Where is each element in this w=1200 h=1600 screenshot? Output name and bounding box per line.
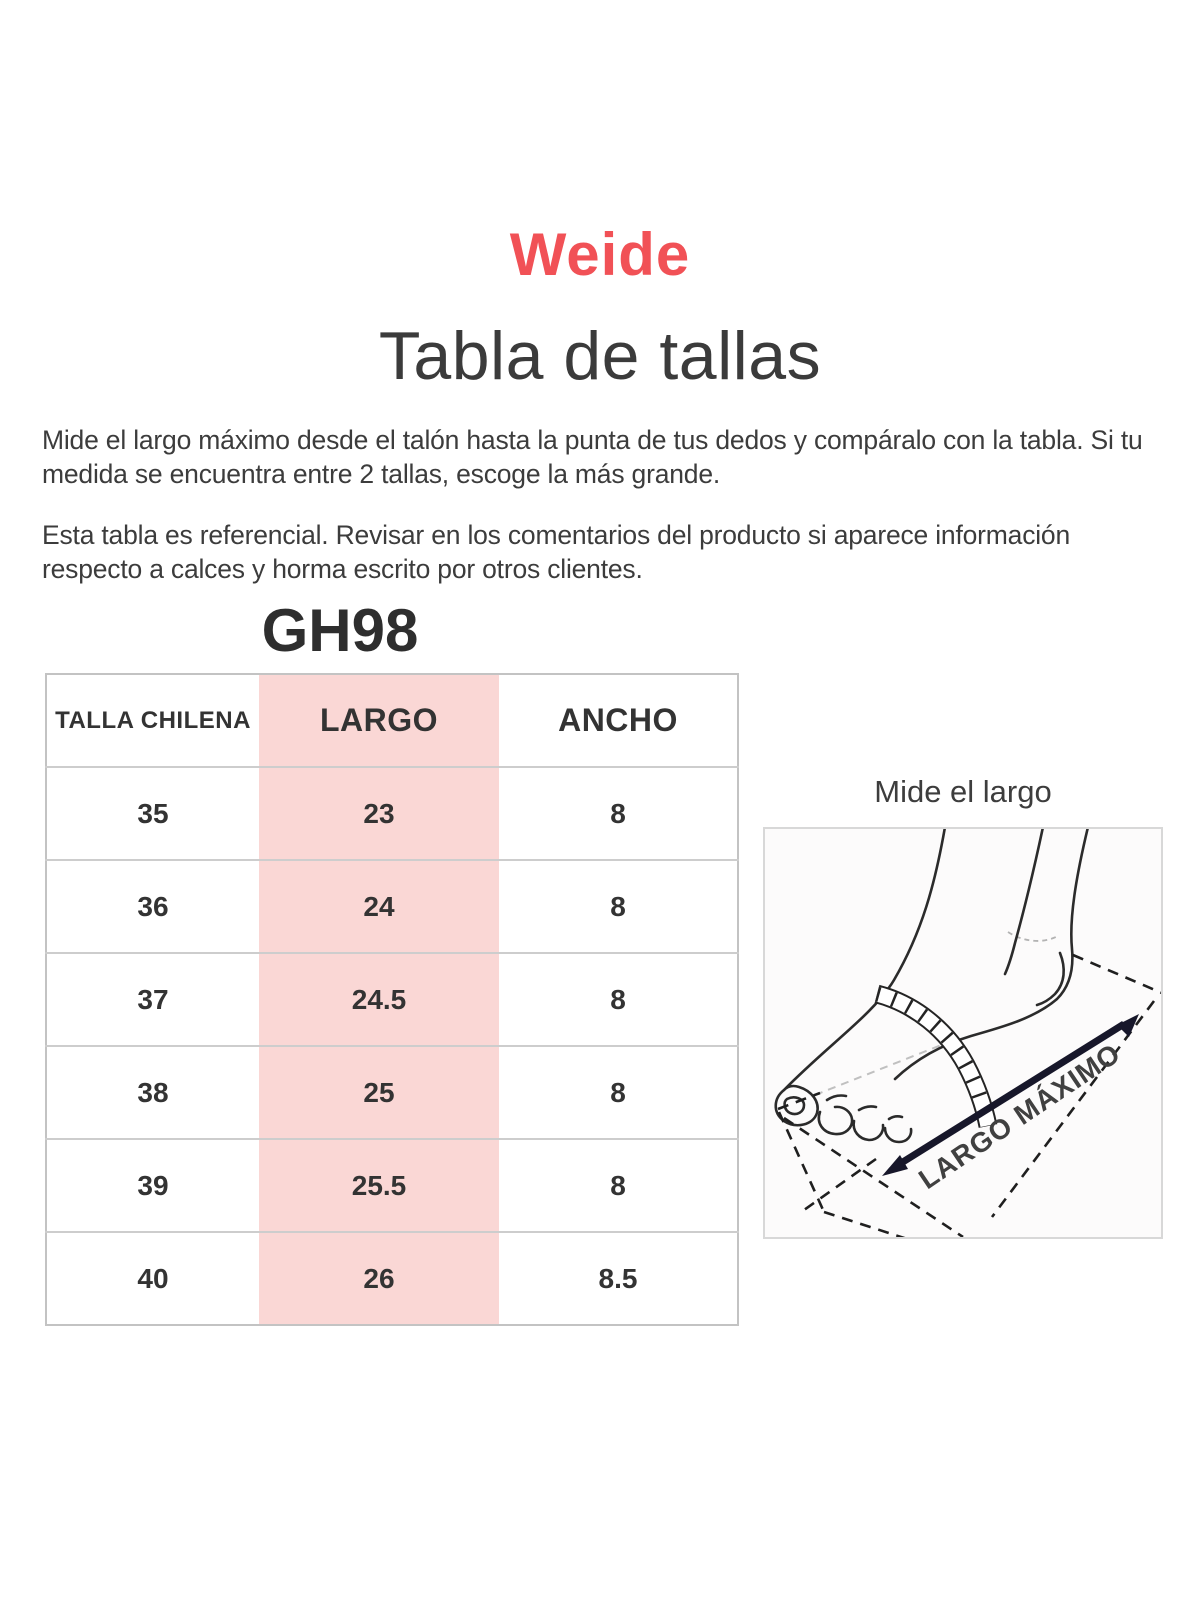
foot-measure-diagram-svg bbox=[765, 829, 1161, 1237]
cell-talla: 35 bbox=[46, 767, 259, 860]
foot-measurement-illustration bbox=[763, 827, 1163, 1239]
intro-paragraph-1: Mide el largo máximo desde el talón hasta la punta de tus dedos y compáralo con la tabla. Si tu medida se encuentra entre 2 tallas, escoge la más grande. bbox=[42, 425, 1143, 489]
cell-ancho: 8 bbox=[499, 953, 738, 1046]
cell-talla: 39 bbox=[46, 1139, 259, 1232]
largo-maximo-arrow bbox=[882, 1014, 1139, 1176]
cell-ancho: 8 bbox=[499, 767, 738, 860]
table-row bbox=[46, 860, 738, 953]
cell-largo: 24 bbox=[259, 860, 499, 953]
column-header-ancho: ANCHO bbox=[558, 702, 678, 738]
table-row bbox=[46, 1139, 738, 1232]
size-table-header-row bbox=[46, 674, 738, 767]
size-table bbox=[45, 673, 739, 1326]
table-row bbox=[46, 1046, 738, 1139]
cell-largo: 25 bbox=[259, 1046, 499, 1139]
cell-largo: 26 bbox=[259, 1232, 499, 1325]
model-code-heading: GH98 bbox=[261, 597, 419, 664]
cell-talla: 40 bbox=[46, 1232, 259, 1325]
largo-maximo-label: LARGO MÁXIMO bbox=[913, 1037, 1127, 1195]
table-row bbox=[46, 1232, 738, 1325]
cell-largo: 25.5 bbox=[259, 1139, 499, 1232]
cell-ancho: 8 bbox=[499, 860, 738, 953]
table-row bbox=[46, 767, 738, 860]
measure-panel-title: Mide el largo bbox=[874, 774, 1052, 809]
cell-ancho: 8 bbox=[499, 1139, 738, 1232]
measuring-tape bbox=[877, 994, 988, 1126]
cell-largo: 24.5 bbox=[259, 953, 499, 1046]
page-title: Tabla de tallas bbox=[378, 318, 822, 394]
brand-logo: Weide bbox=[509, 221, 691, 288]
column-header-talla-chilena: TALLA CHILENA bbox=[55, 706, 251, 734]
cell-talla: 38 bbox=[46, 1046, 259, 1139]
cell-largo: 23 bbox=[259, 767, 499, 860]
table-row bbox=[46, 953, 738, 1046]
cell-ancho: 8 bbox=[499, 1046, 738, 1139]
column-header-largo: LARGO bbox=[259, 674, 499, 767]
cell-ancho: 8.5 bbox=[499, 1232, 738, 1325]
cell-talla: 36 bbox=[46, 860, 259, 953]
intro-paragraph-2: Esta tabla es referencial. Revisar en los comentarios del producto si aparece información respecto a calces y horma escrito por otros clientes. bbox=[42, 520, 1071, 584]
cell-talla: 37 bbox=[46, 953, 259, 1046]
